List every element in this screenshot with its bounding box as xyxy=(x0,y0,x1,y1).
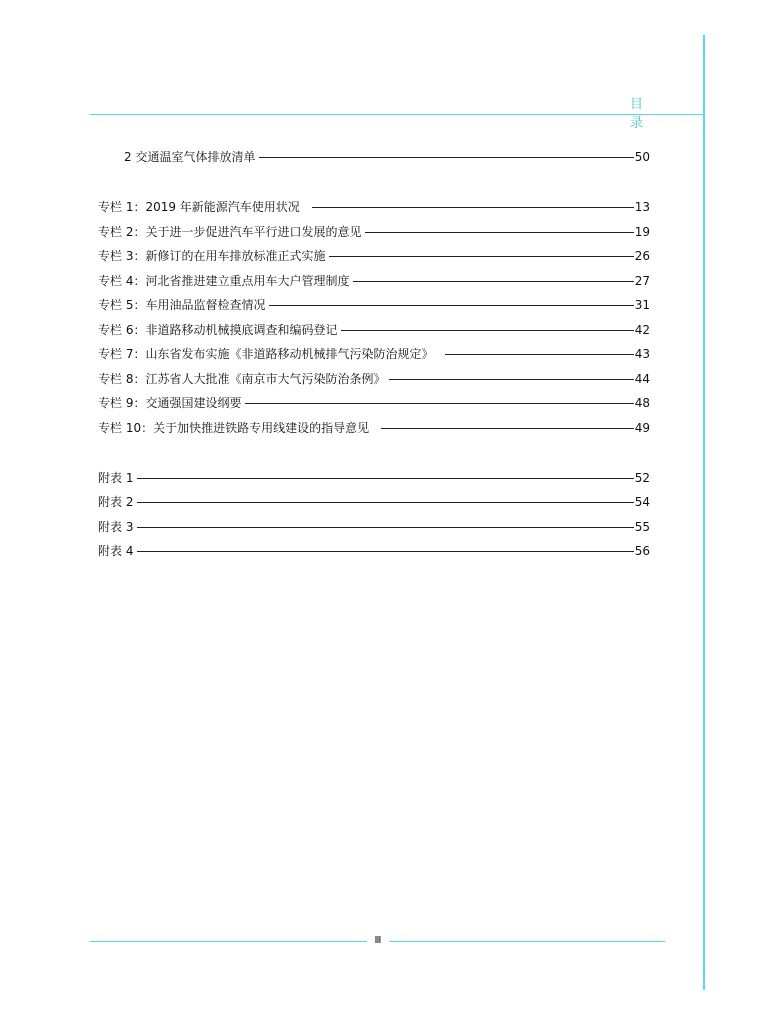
dot-leader xyxy=(137,478,633,479)
toc-entry-page: 50 xyxy=(634,150,650,164)
dot-leader xyxy=(137,527,633,528)
toc-entry-label: 2 交通温室气体排放清单 xyxy=(124,150,256,164)
toc-entry-label: 专栏 4：河北省推进建立重点用车大户管理制度 xyxy=(98,274,350,288)
dot-leader xyxy=(445,354,633,355)
toc-entry-label: 专栏 1：2019 年新能源汽车使用状况 xyxy=(98,200,300,214)
toc-entry-label: 附表 4 xyxy=(98,544,134,558)
toc-entry-label: 附表 3 xyxy=(98,520,134,534)
toc-entry-page: 55 xyxy=(634,520,650,534)
toc-entry-appendix-2[interactable] xyxy=(98,493,650,511)
toc-entry-appendix-4[interactable] xyxy=(98,542,650,560)
toc-entry-chapter-2[interactable] xyxy=(124,148,650,166)
toc-entry-page: 48 xyxy=(634,396,650,410)
dot-leader xyxy=(389,379,633,380)
dot-leader xyxy=(269,305,633,306)
header-rule xyxy=(90,114,703,115)
toc-entry-page: 42 xyxy=(634,323,650,337)
toc-entry-label: 专栏 9：交通强国建设纲要 xyxy=(98,396,242,410)
toc-entry-page: 49 xyxy=(634,421,650,435)
toc-entry-page: 52 xyxy=(634,471,650,485)
toc-entry-label: 专栏 6：非道路移动机械摸底调查和编码登记 xyxy=(98,323,338,337)
toc-entry-box-9[interactable] xyxy=(98,394,650,412)
toc-entry-label: 专栏 2：关于进一步促进汽车平行进口发展的意见 xyxy=(98,225,362,239)
footer-rule-right xyxy=(389,941,665,942)
dot-leader xyxy=(245,403,633,404)
toc-entry-page: 27 xyxy=(634,274,650,288)
toc-entry-page: 56 xyxy=(634,544,650,558)
toc-entry-box-2[interactable] xyxy=(98,223,650,241)
dot-leader xyxy=(341,330,633,331)
right-margin-rule xyxy=(703,35,705,990)
dot-leader xyxy=(329,256,633,257)
toc-entry-page: 26 xyxy=(634,249,650,263)
toc-entry-box-4[interactable] xyxy=(98,272,650,290)
toc-entry-box-10[interactable] xyxy=(98,419,650,437)
toc-entry-box-1[interactable] xyxy=(98,198,650,216)
dot-leader xyxy=(353,281,633,282)
footer-rule-left xyxy=(90,941,367,942)
dot-leader xyxy=(137,551,633,552)
toc-entry-label: 专栏 8：江苏省人大批准《南京市大气污染防治条例》 xyxy=(98,372,386,386)
toc-entry-box-3[interactable] xyxy=(98,247,650,265)
toc-entry-appendix-3[interactable] xyxy=(98,518,650,536)
toc-entry-label: 附表 1 xyxy=(98,471,134,485)
toc-entry-box-6[interactable] xyxy=(98,321,650,339)
toc-entry-box-8[interactable] xyxy=(98,370,650,388)
toc-entry-page: 44 xyxy=(634,372,650,386)
toc-entry-label: 专栏 3：新修订的在用车排放标准正式实施 xyxy=(98,249,326,263)
toc-entry-page: 19 xyxy=(634,225,650,239)
toc-entry-page: 31 xyxy=(634,298,650,312)
dot-leader xyxy=(381,428,634,429)
toc-entry-label: 专栏 10：关于加快推进铁路专用线建设的指导意见 xyxy=(98,421,370,435)
page-number: Ⅲ xyxy=(374,935,382,946)
toc-entry-page: 54 xyxy=(634,495,650,509)
toc-entry-box-7[interactable] xyxy=(98,345,650,363)
toc-entry-page: 13 xyxy=(634,200,650,214)
dot-leader xyxy=(312,207,634,208)
dot-leader xyxy=(259,157,633,158)
toc-entry-label: 专栏 5：车用油品监督检查情况 xyxy=(98,298,266,312)
toc-entry-page: 43 xyxy=(634,347,650,361)
page-header-title: 目 录 xyxy=(630,97,656,131)
toc-entry-label: 附表 2 xyxy=(98,495,134,509)
dot-leader xyxy=(137,502,633,503)
toc-entry-box-5[interactable] xyxy=(98,296,650,314)
toc-entry-label: 专栏 7：山东省发布实施《非道路移动机械排气污染防治规定》 xyxy=(98,347,434,361)
toc-entry-appendix-1[interactable] xyxy=(98,469,650,487)
dot-leader xyxy=(365,232,633,233)
